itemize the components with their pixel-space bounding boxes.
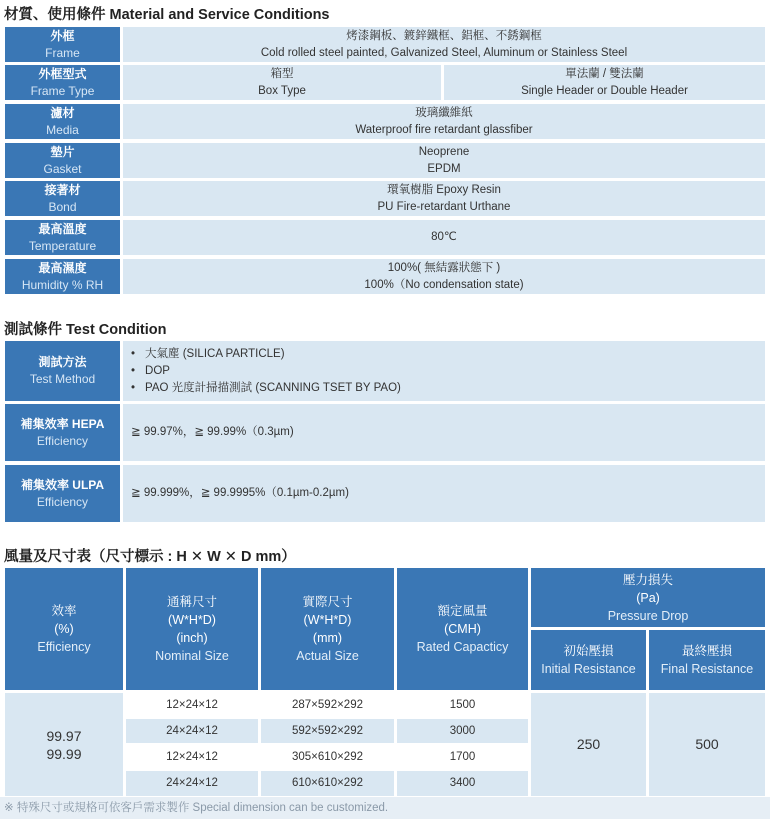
label-en: Temperature: [28, 238, 97, 253]
actual-size-cell: [261, 693, 394, 717]
value-line2: EPDM: [427, 162, 461, 175]
value-en: Waterproof fire retardant glassfiber: [355, 123, 533, 136]
value-gasket: [123, 143, 765, 178]
ulpa-value: ≧ 99.999%，≧ 99.9995%（0.1µm-0.2µm): [131, 487, 349, 499]
header-efficiency: [5, 568, 123, 690]
header-line: (Pa): [636, 590, 660, 605]
actual-size-cell: [261, 771, 394, 796]
header-line: 通稱尺寸: [166, 595, 217, 609]
method-item: • 大氣塵 (SILICA PARTICLE): [131, 346, 285, 363]
table-cell-text: 305×610×292: [292, 750, 363, 763]
value-hepa: [123, 404, 765, 461]
header-line: (W*H*D): [303, 613, 352, 627]
header-nominal-size: [126, 568, 258, 690]
nominal-size-cell: [126, 719, 258, 743]
method-item: • PAO 光度計掃描測試 (SCANNING TSET BY PAO): [131, 380, 401, 397]
value-bond: [123, 181, 765, 216]
table-cell-text: 3400: [449, 777, 476, 789]
value-line2: PU Fire-retardant Urthane: [377, 200, 511, 213]
initial-resistance-value: [531, 693, 646, 796]
table-cell-text: 24×24×12: [166, 777, 218, 789]
header-line: (mm): [312, 631, 343, 645]
header-line: Nominal Size: [155, 649, 229, 663]
header-final-resistance: [649, 630, 765, 690]
table-cell-text: 610×610×292: [292, 777, 363, 789]
efficiency-values: [5, 693, 123, 796]
header-line: 最終壓損: [681, 644, 732, 658]
header-actual-size: [261, 568, 394, 690]
label-zh: 最高濕度: [38, 260, 87, 275]
value-temperature: [123, 220, 765, 255]
table-cell-text: 12×24×12: [166, 750, 218, 763]
value-frame-type-box: [123, 65, 441, 100]
final-resistance-value: [649, 693, 765, 796]
label-en: Frame Type: [30, 83, 95, 98]
label-temperature: [5, 220, 120, 255]
label-gasket: [5, 143, 120, 178]
header-pressure-drop: [531, 568, 765, 627]
header-line: Initial Resistance: [541, 662, 636, 676]
label-zh: 墊片: [50, 144, 75, 159]
label-zh: 補集效率 HEPA: [20, 416, 105, 431]
label-frame: [5, 27, 120, 62]
table-cell-text: 1700: [449, 750, 476, 763]
value-line1: Neoprene: [418, 145, 470, 158]
value-zh: 烤漆鋼板、鍍鋅鐵框、鋁框、不銹鋼框: [346, 29, 542, 42]
efficiency-value: 99.97: [46, 727, 82, 744]
value-test-method: [123, 341, 765, 401]
table-cell-text: 24×24×12: [166, 724, 218, 737]
header-line: (inch): [176, 631, 208, 645]
header-line: (CMH): [444, 622, 481, 636]
value-zh: 單法蘭 / 雙法蘭: [565, 67, 644, 80]
rated-capacity-cell: [397, 745, 528, 769]
value-line1: 80℃: [431, 231, 457, 243]
value-line2: 100%（No condensation state): [364, 278, 524, 291]
header-line: Final Resistance: [660, 662, 754, 676]
label-media: [5, 104, 120, 139]
header-line: 壓力損失: [622, 572, 673, 587]
header-line: 效率: [51, 604, 77, 618]
header-line: 初始壓損: [563, 644, 614, 658]
label-en: Efficiency: [36, 494, 89, 509]
value-zh: 箱型: [270, 67, 294, 80]
label-en: Efficiency: [36, 433, 89, 448]
label-zh: 外框: [50, 28, 75, 43]
label-zh: 外框型式: [38, 66, 87, 81]
table-cell-text: 3000: [449, 724, 476, 737]
header-line: (%): [54, 622, 74, 636]
label-frame-type: [5, 65, 120, 100]
value-en: Box Type: [258, 84, 306, 97]
label-en: Test Method: [29, 372, 96, 386]
label-en: Humidity % RH: [21, 277, 104, 292]
label-hepa: [5, 404, 120, 461]
value-media: [123, 104, 765, 139]
value-humidity: [123, 259, 765, 294]
table-cell-text: 592×592×292: [292, 724, 363, 737]
nominal-size-cell: [126, 771, 258, 796]
label-zh: 接著材: [44, 182, 81, 197]
label-ulpa: [5, 465, 120, 522]
header-rated-capacity: [397, 568, 528, 690]
label-zh: 濾材: [50, 105, 75, 120]
value-en: Single Header or Double Header: [521, 84, 688, 97]
value-ulpa: [123, 465, 765, 522]
header-line: (W*H*D): [168, 613, 216, 627]
label-en: Frame: [45, 45, 80, 60]
label-test-method: [5, 341, 120, 401]
label-bond: [5, 181, 120, 216]
method-item: • DOP: [131, 363, 170, 380]
header-initial-resistance: [531, 630, 646, 690]
table-cell-text: 1500: [449, 698, 476, 711]
value-zh: 玻璃纖維紙: [415, 106, 473, 119]
rated-capacity-cell: [397, 719, 528, 743]
label-en: Bond: [48, 199, 77, 214]
actual-size-cell: [261, 745, 394, 769]
value-line1: 環氧樹脂 Epoxy Resin: [387, 183, 501, 196]
materials-title: 材質、使用條件 Material and Service Conditions: [4, 7, 330, 23]
header-line: Efficiency: [37, 640, 91, 654]
header-line: 額定風量: [437, 604, 488, 618]
table-cell-text: 12×24×12: [166, 698, 218, 711]
header-line: 實際尺寸: [302, 595, 353, 609]
table-cell-text: 250: [576, 736, 601, 752]
airflow-title: 風量及尺寸表（尺寸標示 : H ✕ W ✕ D mm）: [4, 549, 296, 565]
nominal-size-cell: [126, 745, 258, 769]
header-line: Pressure Drop: [607, 608, 689, 623]
footer-note: ※ 特殊尺寸或規格可依客戶需求製作 Special dimension can be customized.: [0, 797, 770, 819]
label-en: Media: [46, 122, 79, 137]
actual-size-cell: [261, 719, 394, 743]
rated-capacity-cell: [397, 771, 528, 796]
hepa-value: ≧ 99.97%，≧ 99.99%（0.3µm): [131, 426, 294, 438]
label-humidity: [5, 259, 120, 294]
value-frame-type-header: [444, 65, 765, 100]
value-en: Cold rolled steel painted, Galvanized Steel, Aluminum or Stainless Steel: [260, 46, 628, 59]
test-title: 測試條件 Test Condition: [4, 322, 167, 338]
efficiency-value: 99.99: [46, 745, 82, 762]
header-line: Rated Capacticy: [416, 640, 509, 654]
rated-capacity-cell: [397, 693, 528, 717]
label-zh: 測試方法: [38, 355, 87, 369]
table-cell-text: 500: [695, 736, 719, 752]
value-frame: [123, 27, 765, 62]
header-line: Actual Size: [296, 649, 359, 663]
value-line1: 100%( 無結露狀態下 ): [387, 261, 501, 274]
nominal-size-cell: [126, 693, 258, 717]
label-zh: 補集效率 ULPA: [20, 477, 105, 492]
label-en: Gasket: [43, 161, 82, 176]
label-zh: 最高溫度: [38, 221, 87, 236]
table-cell-text: 287×592×292: [292, 698, 363, 711]
